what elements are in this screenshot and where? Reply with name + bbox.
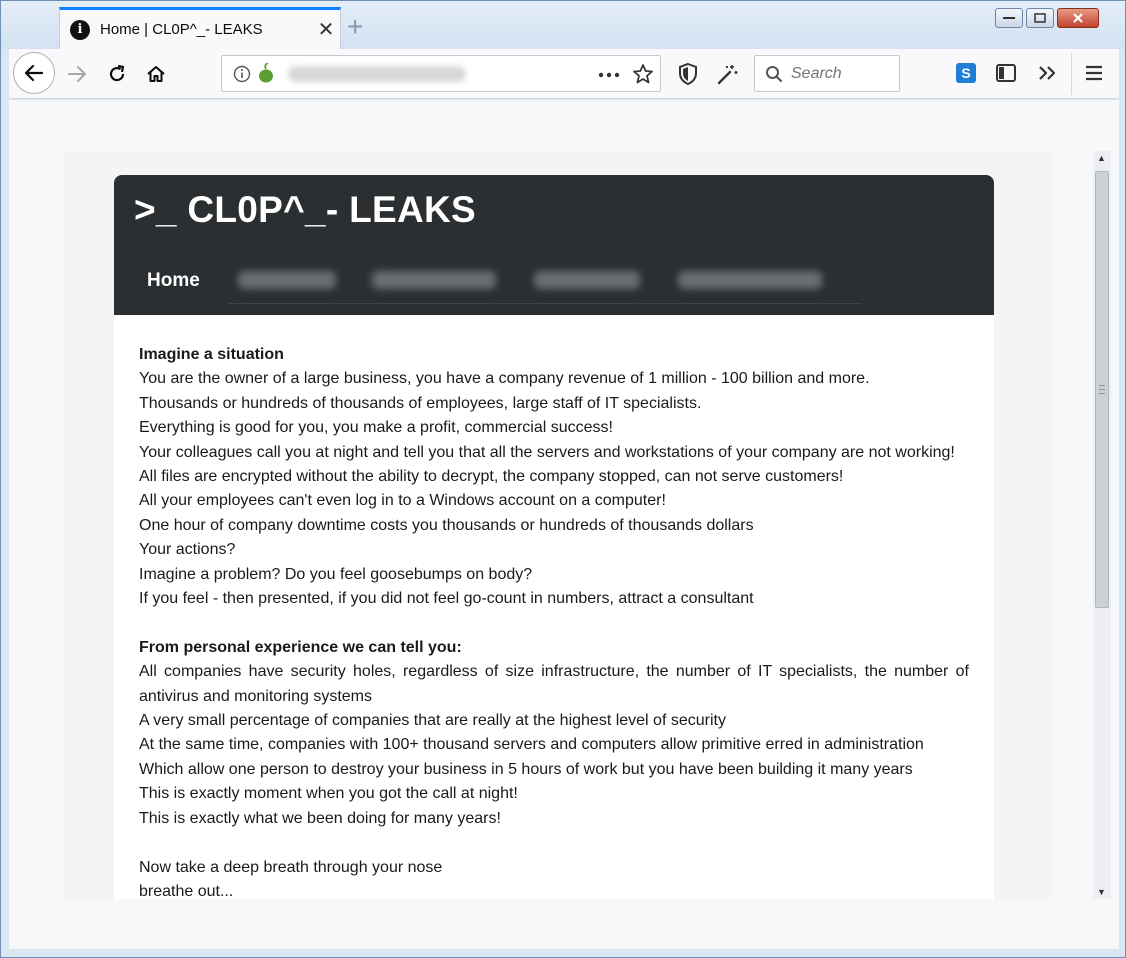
page-viewport [9, 100, 1119, 949]
text-line: This is exactly moment when you got the call at night! [139, 785, 518, 803]
text-line: Your actions? [139, 541, 236, 559]
nav-link-redacted[interactable] [534, 271, 640, 289]
close-window-button[interactable] [1057, 8, 1099, 28]
url-text-redacted [288, 66, 466, 82]
text-line: Imagine a problem? Do you feel goosebumps on body? [139, 565, 533, 583]
bookmark-star-icon[interactable] [632, 63, 654, 85]
nav-link-redacted[interactable] [678, 271, 822, 289]
reload-button[interactable] [101, 58, 133, 90]
minimize-button[interactable] [995, 8, 1023, 28]
text-line: All companies have security holes, regardless of size infrastructure, the number of IT specialists, the number of antivirus and monitoring systems [139, 663, 969, 705]
navigation-toolbar [9, 49, 1119, 99]
onion-icon [257, 63, 275, 83]
text-line: breathe out... [139, 882, 234, 899]
nav-link-redacted[interactable] [372, 271, 496, 289]
scrollbar-thumb[interactable] [1095, 171, 1109, 608]
maximize-button[interactable] [1026, 8, 1054, 28]
page-frame [64, 151, 1052, 899]
title-bar [1, 1, 1125, 49]
close-tab-icon[interactable]: ✕ [317, 19, 335, 41]
search-box[interactable] [754, 55, 900, 92]
sidebar-icon[interactable] [995, 63, 1017, 83]
text-line: Which allow one person to destroy your business in 5 hours of work but you have been building it many years [139, 760, 913, 778]
text-line: At the same time, companies with 100+ thousand servers and computers allow primitive erred in administration [139, 736, 924, 754]
shield-icon[interactable] [677, 62, 699, 86]
overflow-chevron-icon[interactable] [1037, 64, 1057, 82]
text-line: Everything is good for you, you make a profit, commercial success! [139, 419, 613, 437]
nav-underline [228, 303, 862, 304]
text-line: All files are encrypted without the ability to decrypt, the company stopped, can not serve customers! [139, 468, 844, 486]
main-content [114, 315, 994, 899]
text-line: This is exactly what we been doing for many years! [139, 809, 501, 827]
text-line: Now take a deep breath through your nose [139, 858, 443, 876]
new-tab-button[interactable]: + [347, 11, 364, 42]
back-button[interactable] [13, 52, 55, 94]
forward-button[interactable] [61, 58, 93, 90]
spacer [139, 831, 969, 855]
text-line: You are the owner of a large business, you have a company revenue of 1 million - 100 billion and more. [139, 370, 870, 388]
spacer [139, 611, 969, 635]
grip-icon [1099, 385, 1105, 394]
site-header [114, 175, 994, 315]
site-title: >_ CL0P^_- LEAKS [134, 189, 477, 230]
search-input[interactable] [791, 65, 891, 83]
toolbar-divider [1071, 53, 1072, 95]
hamburger-menu-icon[interactable] [1085, 64, 1103, 82]
scroll-down-icon[interactable]: ▼ [1097, 887, 1106, 897]
skype-extension-icon[interactable]: S [956, 63, 976, 83]
active-tab[interactable] [59, 7, 341, 49]
nav-home-link[interactable]: Home [147, 270, 200, 291]
magic-wand-icon[interactable] [716, 62, 740, 86]
nav-link-redacted[interactable] [238, 271, 336, 289]
text-line: If you feel - then presented, if you did not feel go-count in numbers, attract a consultant [139, 590, 754, 608]
scroll-up-icon[interactable]: ▲ [1097, 153, 1106, 163]
vertical-scrollbar[interactable] [1093, 151, 1111, 899]
info-icon: i [70, 20, 90, 40]
site-info-icon[interactable] [233, 65, 251, 83]
text-line: Your colleagues call you at night and tell you that all the servers and workstations of your company are not working! [139, 443, 955, 461]
page-actions-icon[interactable] [598, 72, 620, 78]
section-heading: Imagine a situation [139, 346, 284, 363]
home-button[interactable] [140, 58, 172, 90]
window-controls [995, 8, 1099, 28]
text-line: A very small percentage of companies that are really at the highest level of security [139, 712, 726, 730]
text-line: One hour of company downtime costs you thousands or hundreds of thousands dollars [139, 516, 754, 534]
text-line: Thousands or hundreds of thousands of employees, large staff of IT specialists. [139, 394, 702, 412]
tab-title: Home | CL0P^_- LEAKS [100, 21, 263, 38]
search-icon [765, 65, 783, 83]
address-bar[interactable] [221, 55, 661, 92]
text-line: All your employees can't even log in to a Windows account on a computer! [139, 492, 666, 510]
section-heading: From personal experience we can tell you: [139, 638, 462, 656]
